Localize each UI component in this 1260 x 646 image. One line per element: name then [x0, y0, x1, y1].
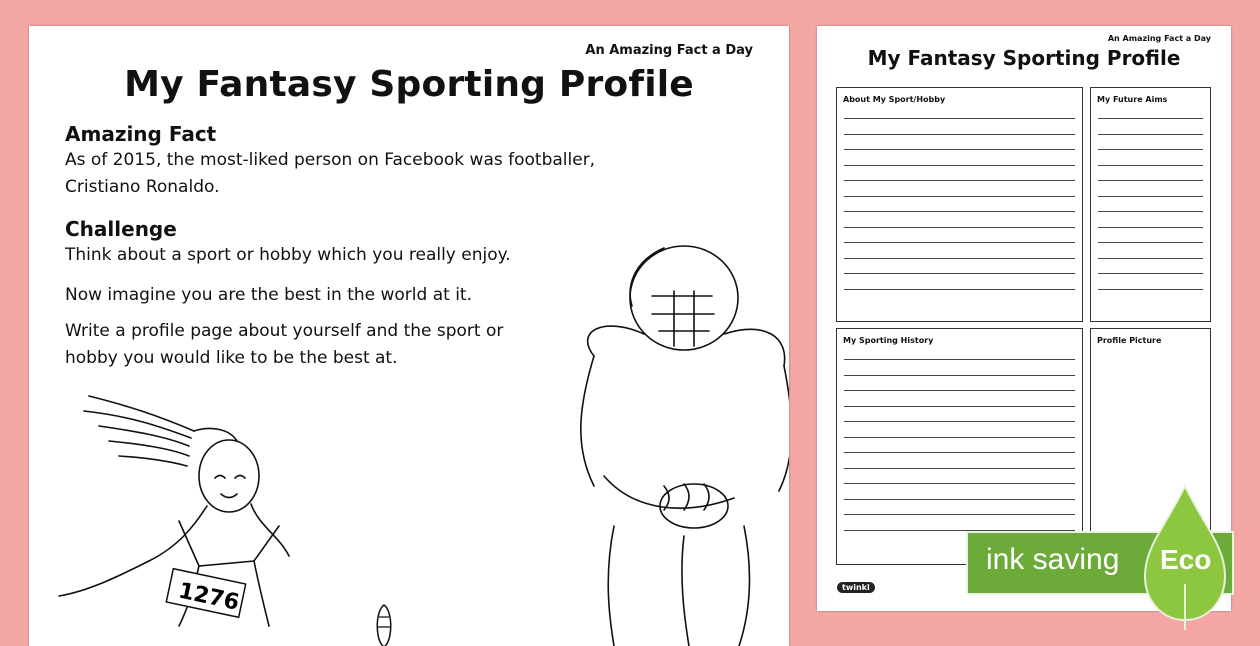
writing-lines — [844, 359, 1075, 545]
series-tag-small: An Amazing Fact a Day — [1107, 34, 1211, 43]
runner-illustration — [29, 386, 309, 636]
challenge-heading: Challenge — [65, 217, 177, 241]
cone-illustration — [369, 601, 399, 646]
sporting-history-label: My Sporting History — [843, 336, 934, 345]
eco-label: Eco — [1160, 544, 1212, 575]
future-aims-label: My Future Aims — [1097, 95, 1168, 104]
football-player-illustration — [534, 236, 789, 646]
challenge-text-1: Think about a sport or hobby which you really enjoy. — [65, 245, 511, 265]
future-aims-box — [1090, 87, 1211, 322]
bib-number: 1276 — [176, 578, 242, 616]
worksheet-title: My Fantasy Sporting Profile — [124, 64, 694, 105]
fact-line-2: Cristiano Ronaldo. — [65, 177, 220, 197]
challenge-text-3a: Write a profile page about yourself and the sport or — [65, 321, 504, 341]
fact-line-1: As of 2015, the most-liked person on Facebook was footballer, — [65, 150, 596, 170]
template-title: My Fantasy Sporting Profile — [867, 46, 1181, 70]
profile-picture-label: Profile Picture — [1097, 336, 1162, 345]
about-sport-label: About My Sport/Hobby — [843, 95, 946, 104]
challenge-text-2: Now imagine you are the best in the world at it. — [65, 285, 472, 305]
about-sport-box — [836, 87, 1083, 322]
writing-lines — [844, 118, 1075, 304]
sporting-history-box — [836, 328, 1083, 565]
writing-lines — [1098, 118, 1203, 304]
series-tag: An Amazing Fact a Day — [585, 43, 753, 58]
twinkl-logo: twinkl — [837, 582, 875, 593]
ink-saving-label: ink saving — [986, 543, 1120, 576]
fact-heading: Amazing Fact — [65, 122, 217, 146]
challenge-text-3b: hobby you would like to be the best at. — [65, 348, 398, 368]
worksheet-preview-left — [29, 26, 789, 646]
